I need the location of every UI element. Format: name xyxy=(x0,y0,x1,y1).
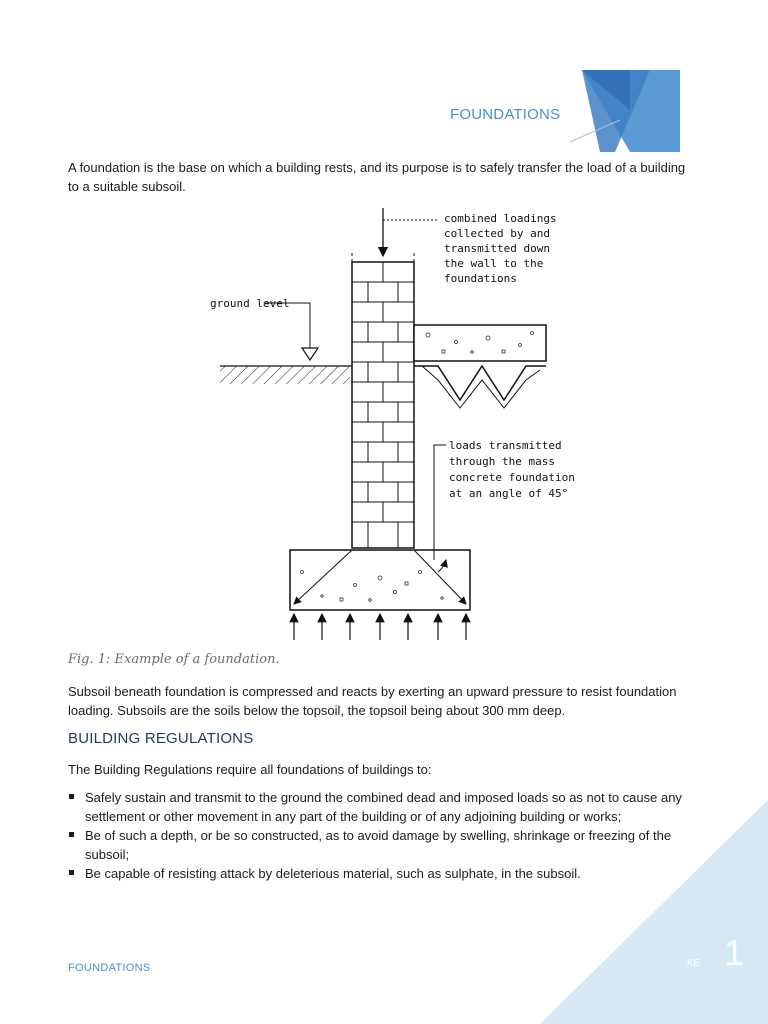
header-title: FOUNDATIONS xyxy=(450,106,561,123)
brick-wall xyxy=(352,250,414,548)
loadings-line-5: foundations xyxy=(444,272,517,285)
foundation-block xyxy=(290,550,470,610)
subsoil-paragraph: Subsoil beneath foundation is compressed and reacts by exerting an upward pressure to resist foundation loading. Subsoils are the soils below the topsoil, the topsoil being about 300 mm deep. xyxy=(68,684,677,718)
loadings-line-3: transmitted down xyxy=(444,242,550,255)
intro-paragraph: A foundation is the base on which a building rests, and its purpose is to safely transfer the load of a building to a suitable subsoil. xyxy=(68,160,686,194)
reaction-arrows xyxy=(294,614,466,640)
ground-hatch-left xyxy=(220,366,350,384)
transmitted-line-1: loads transmitted xyxy=(449,439,562,452)
page-number: 1 xyxy=(724,932,745,973)
figure-caption: Fig. 1: Example of a foundation. xyxy=(68,652,280,667)
header-decoration xyxy=(560,60,690,160)
transmitted-line-2: through the mass xyxy=(449,455,555,468)
footer-title: FOUNDATIONS xyxy=(68,962,151,974)
list-item-text: Be of such a depth, or be so constructed, as to avoid damage by swelling, shrinkage or freezing of the subsoil; xyxy=(85,828,672,862)
list-item-text: Safely sustain and transmit to the ground the combined dead and imposed loads so as not to cause any settlement or other movement in any part of the building or of any adjoining building or works; xyxy=(85,790,682,824)
footer-ke: .KE xyxy=(684,958,701,969)
foundation-diagram xyxy=(210,200,605,640)
floor-slab xyxy=(414,325,546,408)
section-intro: The Building Regulations require all foundations of buildings to: xyxy=(68,762,432,777)
list-item-text: Be capable of resisting attack by deleterious material, such as sulphate, in the subsoil. xyxy=(85,866,581,881)
bullet-icon xyxy=(69,794,74,799)
ground-level-label: ground level xyxy=(210,297,290,310)
loadings-line-2: collected by and xyxy=(444,227,550,240)
bullet-icon xyxy=(69,870,74,875)
loadings-line-1: combined loadings xyxy=(444,212,557,225)
transmitted-line-4: at an angle of 45° xyxy=(449,487,569,500)
loadings-line-4: the wall to the xyxy=(444,257,544,270)
footer-decoration xyxy=(540,800,768,1024)
transmitted-line-3: concrete foundation xyxy=(449,471,575,484)
section-heading: BUILDING REGULATIONS xyxy=(68,730,254,747)
bullet-icon xyxy=(69,832,74,837)
